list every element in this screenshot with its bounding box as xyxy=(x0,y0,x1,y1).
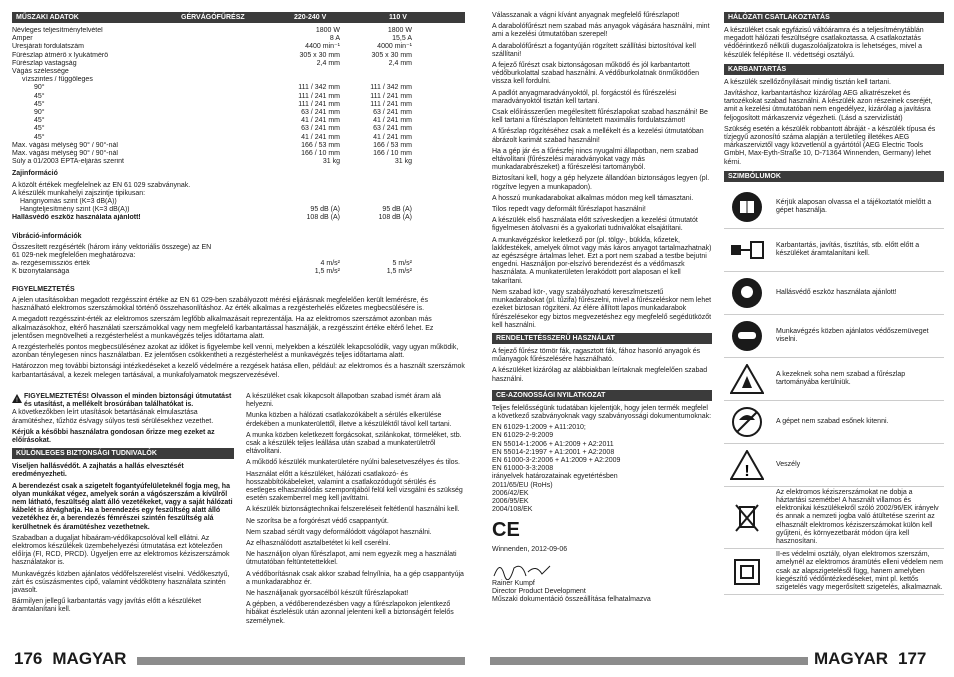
spec-label: Vágás szélessége xyxy=(12,68,69,76)
page-lang: MAGYAR xyxy=(52,648,127,668)
spec-label: 45° xyxy=(34,133,45,141)
spec-label: 90° xyxy=(34,109,45,117)
right-paras xyxy=(492,12,712,330)
spec-row xyxy=(12,52,412,60)
ce-standard: EN 61000-3-2:2006 + A1:2009 + A2:2009 xyxy=(492,456,621,464)
spec-value-220: 41 / 241 mm xyxy=(301,133,340,141)
spec-dots xyxy=(142,35,255,43)
spec-row xyxy=(12,109,412,117)
spec-value-110: 4000 min⁻¹ xyxy=(377,43,412,51)
symbol-text: A kezeknek soha nem szabad a fűrészlap tartományába kerülniük. xyxy=(776,370,906,386)
symbol-text: II-es védelmi osztály, olyan elektromos szerszám, amelynél az elektromos áramütés elleni védelem nem csak az alapszigetelésől függ, hanem amelyben kiegészítő védőintézkedéseket, mint pl. kettős szigetelés vagy megerősített szigetelés, alkalmaznak. xyxy=(776,551,943,592)
spec-dots xyxy=(142,142,255,150)
spec-dots xyxy=(142,76,412,84)
safety-para: A darabolófűrészt a fogantyúján rögzített szállítási biztosítóval kell szállítani! xyxy=(492,42,696,58)
safety-para: A készüléket csak kikapcsolt állapotban szabad ismét áram alá helyezni. xyxy=(246,393,441,409)
maint-para: A készülék szellőzőnyílásait mindig tisztán kell tartani. xyxy=(724,78,891,86)
symbol-row xyxy=(724,444,944,487)
spec-dots xyxy=(142,134,255,142)
symbol-text: Hallásvédő eszköz használata ajánlott! xyxy=(776,288,897,296)
use-para: A fejező fűrész tömör fák, ragasztott fák, fához hasonló anyagok és műanyagok fűrészelésére használható. xyxy=(492,347,701,364)
safety-para: A munka közben keletkezett forgácsokat, szilánkokat, törmeléket, stb. csak a készülék teljes leállása után szabad a munkaterületről eltávolítani. xyxy=(246,431,462,456)
safety-para: Viseljen hallásvédőt. A zajhatás a hallás elvesztését eredményezheti. xyxy=(12,463,184,479)
spec-label: Fűrészlap vastagság xyxy=(12,59,77,67)
spec-dots xyxy=(142,109,255,117)
spec-value-220: 31 kg xyxy=(322,158,340,166)
maint-para: Szükség esetén a készülék robbantott ábráját - a készülék típusa és tízjegyű azonosító száma alapján a területileg illetékes AEG márkaszerviztől vagy közvetlenül a gyártótól (AEG Electric Tools GmbH, Max-Eyth-Straße 10, D-71364 Winnenden, Germany) lehet kérni. xyxy=(724,125,936,166)
spec-value-110: 111 / 241 mm xyxy=(370,92,412,100)
spec-label: 45° xyxy=(34,100,45,108)
signature-icon xyxy=(492,558,712,580)
svg-text:!: ! xyxy=(744,462,750,480)
spec-value-110: 63 / 241 mm xyxy=(373,125,412,133)
ce-role: Director Product Development xyxy=(492,587,586,595)
symbol-row xyxy=(724,401,944,444)
safety-para: Ha a gép jár és a fűrészfej nincs nyugalmi állapotban, nem szabad eltávolítani (fűrészelési maradványokat vagy más munkadarabrészeket) a fűrészelési tartományból. xyxy=(492,147,699,172)
warning-triangle-icon xyxy=(12,394,24,409)
safety-para: Ne használjanak gyorsacélból készült fűrészlapokat! xyxy=(246,590,409,598)
spec-row xyxy=(12,84,412,92)
safety-para: A készülék biztonságtechnikai felszereléseit feltétlenül használni kell. xyxy=(246,506,460,514)
safety-para: Nem szabad kör-, vagy szabályozható kereszlmetszetű munkadarabokat (pl. tűzifa) fűrészelni, mivel a fűrészeléskor nem lehet ezeket biztosan rögzíteni. Az élére állított lapos munkadarabok fűrészelésekor egy biztos megvezetéshez egy megfelelő segédütközőt kell használni. xyxy=(492,288,712,329)
spec-label: vízszintes / függőleges xyxy=(22,76,93,84)
spec-value-110: 41 / 241 mm xyxy=(373,133,412,141)
symbol-text: Az elektromos kéziszerszámokat ne dobja a háztartási szemétbe! A használt villamos és elektronikai készülékekről szóló 2002/96/EK irányelv és annak a nemzeti jogba való átültetése szerint az elhasznált elektromos kéziszerszámokat külön kell gyűjteni, és környezetbarát módon újra kell hasznosítani. xyxy=(776,488,939,546)
tech-v1: 220-240 V xyxy=(294,14,327,21)
ce-standard: EN 61000-3-3:2008 xyxy=(492,465,554,473)
vib-block xyxy=(12,244,412,277)
safety-para: A gépben, a védőberendezésben vagy a fűrészlapokon jelentkező hibákat észlelésük után azonnal jelenteni kell a biztonságért felelős személynek. xyxy=(246,601,454,625)
symbol-row xyxy=(724,549,944,595)
page-number: 177 xyxy=(898,648,927,668)
symbol-row xyxy=(724,229,944,272)
left-footer xyxy=(14,649,126,669)
symbol-row xyxy=(724,272,944,315)
spec-row xyxy=(12,142,412,150)
spec-dots xyxy=(142,101,255,109)
page-number: 176 xyxy=(14,648,43,668)
ce-standard: EN 55014-2:1997 + A1:2001 + A2:2008 xyxy=(492,448,615,456)
spec-dots xyxy=(142,27,255,35)
warning-text: FIGYELMEZTETÉS! Olvasson el minden biztonsági útmutatást és utasítást, a mellékelt brosúrában találhatókat is. xyxy=(24,393,232,409)
safety-para: Válasszanak a vágni kívánt anyagnak megfelelő fűrészlapot! xyxy=(492,12,680,19)
symbol-text: Veszély xyxy=(776,460,801,468)
spec-value-110: 2,4 mm xyxy=(388,59,412,67)
tech-title: MŰSZAKI ADATOK xyxy=(16,14,79,21)
spec-value-220: 63 / 241 mm xyxy=(301,125,340,133)
safety-para: A padlót anyagmaradványoktól, pl. forgácstól és fűrészelési maradványoktól tisztán kell tartani. xyxy=(492,89,677,105)
ce-standard: 2011/65/EU (RoHs) xyxy=(492,481,553,489)
spec-value-220: 63 / 241 mm xyxy=(301,109,340,117)
spec-dots xyxy=(142,43,255,51)
ce-standard: 2006/95/EK xyxy=(492,497,529,505)
spec-row xyxy=(12,125,412,133)
spec-dots xyxy=(142,117,255,125)
spec-label: Fűrészlap átmérő x lyukátmérő xyxy=(12,51,109,59)
weee-bin-icon xyxy=(724,499,770,537)
spec-row xyxy=(12,35,412,43)
spec-value-220: 305 x 30 mm xyxy=(299,51,340,59)
spec-label: Max. vágási mélység 90° / 90°-nál xyxy=(12,141,118,149)
ce-standard: EN 61029-1:2009 + A11:2010; xyxy=(492,424,586,432)
maint-para: Javításhoz, karbantartáshoz kizárólag AEG alkatrészeket és tartozékokat szabad használni. A készülék azon részeinek cseréjét, amit a kezelési útmutatóban nem engedélyez, kizárólag a javításra feljogosított márkaszerviz végezheti. (Lásd a szervizlistát) xyxy=(724,90,933,122)
safety-para: A fűrészlap rögzítéséhez csak a mellékelt és a kezelési útmutatóban ábrázolt karimát szabad használni! xyxy=(492,128,704,144)
safety-para: Ne szorítsa be a forgórészt védő csappantyút. xyxy=(246,517,389,525)
safety-para: Szabadban a dugaljat hibaáram-védőkapcsolóval kell ellátni. Az elektromos készülékek üzembehelyezési útmutatása ezt kötelezően előírja (FI, RCD, PRCD). Ügyeljen erre az elektromos kéziszerszámok használatakor is. xyxy=(12,534,230,567)
safety-para: A fejező fűrészt csak biztonságosan működő és jól karbantartott védőburkolattal szabad használni. A védőburkolatnak önműködően vissza kell fordulni. xyxy=(492,62,700,86)
spec-value-110: 31 kg xyxy=(394,158,412,166)
safety-para: Az elhasználódott asztalbetétet ki kell cserélni. xyxy=(246,540,391,548)
ear-protection-icon xyxy=(724,274,770,312)
spec-row xyxy=(12,76,412,84)
left-col-2a xyxy=(12,393,234,618)
warn-title: FIGYELMEZTETÉS xyxy=(12,285,75,293)
symbol-row xyxy=(724,315,944,358)
spec-value-110: 111 / 241 mm xyxy=(370,100,412,108)
warn-para: A megadott rezgésszint-érték az elektromos szerszám legfőbb alkalmazásait reprezentálja. Ha az elektromos szerszámot azonban más alkalmazásokhoz, eltérő használati szerszámokkal vagy nem megfelelő karbantartással használják, a rezgésszint értéke eltérő lehet. Ez jelentősen megnövelheti a rezgésterhelést a munkavégzés teljes időtartama alatt. xyxy=(12,316,434,340)
spec-value-220: 8 A xyxy=(329,35,340,43)
ce-date: Winnenden, 2012-09-06 xyxy=(492,546,568,554)
warning-block xyxy=(12,393,234,409)
symbol-text: Munkavégzés közben ajánlatos védőszemüveget viselni. xyxy=(776,327,929,343)
ce-standard: EN 55014-1:2006 + A1:2009 + A2:2011 xyxy=(492,440,614,448)
safety-para: A berendezést csak a szigetelt fogantyúfelületeknél fogja meg, ha olyan munkákat végez, amelyek során a vágószerszám a kívülről nem látható, feszültség alatt álló vezetékeket, vagy a saját hálózati kábelét is átvághatja. Ha a berendezés egy feszültség alatt álló vezetékhez ér, a berendezés fémrészei szintén feszültség alá kerülhetnek és áramütéshez vezethetnek. xyxy=(12,482,233,531)
left-col-1 xyxy=(12,12,465,383)
ce-mark-icon: CE xyxy=(492,519,520,542)
safety-para: Biztosítani kell, hogy a gép helyzete állandóan biztonságos legyen (pl. rögzítve legyen a munkapadon). xyxy=(492,175,710,191)
symbol-text: A gépet nem szabad esőnek kitenni. xyxy=(776,417,889,425)
danger-icon xyxy=(724,446,770,484)
spec-row xyxy=(12,134,412,142)
tech-tool: GÉRVÁGÓFŰRÉSZ xyxy=(181,14,245,21)
use-para: A készüléket kizárólag az alábbiakban leírtaknak megfelelően szabad használni. xyxy=(492,367,708,383)
spec-value-110: 1800 W xyxy=(387,27,412,34)
safety-para: Bármilyen jellegű karbantartás vagy javítás előtt a készüléket áramtalanítani kell. xyxy=(12,598,202,614)
tech-header xyxy=(12,12,465,23)
mid-paras xyxy=(246,393,464,626)
use-header: RENDELTETÉSSZERŰ HASZNÁLAT xyxy=(492,333,712,344)
spec-dots xyxy=(142,125,255,133)
symbol-row xyxy=(724,358,944,401)
noise-row: Hangnyomás szint (K=3 dB(A)) xyxy=(20,198,117,206)
spec-value-110: 305 x 30 mm xyxy=(371,51,412,59)
ce-list xyxy=(492,424,712,514)
spec-label: Üresjárati fordulatszám xyxy=(12,43,84,51)
safety-para: Munka közben a hálózati csatlakozókábelt a sérülés elkerülése érdekében a munkaterülettől, illetve a készüléktől távol kell tartani. xyxy=(246,412,452,428)
spec-value-110: 111 / 342 mm xyxy=(370,84,412,92)
spec-row xyxy=(12,150,412,158)
ce-standard: 2004/108/EK xyxy=(492,506,533,514)
read-manual-icon xyxy=(724,188,770,226)
symbol-list xyxy=(724,186,944,595)
safety-para: Csak előírásszerűen megélesített fűrészlapokat szabad használni! Be kell tartani a fűrészlapon feltüntetett maximális fordulatszámot! xyxy=(492,109,708,125)
ce-intro: Teljes felelősségünk tudatában kijelentjük, hogy jelen termék megfelel a következő szabványoknak vagy szabványossági dokumentumoknak: xyxy=(492,404,712,420)
noise-line: A készülék munkahelyi zajszintje tipikusan: xyxy=(12,189,146,197)
safety-para: A darabolófűrészt nem szabad más anyagok vágására használni, mint ami a kezelési útmutatóban szerepel! xyxy=(492,23,710,39)
spec-value-220: 41 / 241 mm xyxy=(301,117,340,125)
safety-para: A védőborításnak csak akkor szabad felnyílnia, ha a gép csappantyúja a munkadarabhoz ér. xyxy=(246,570,464,586)
ce-auth: Műszaki dokumentáció összeállítása felhatalmazva xyxy=(492,595,651,603)
warn-para: A jelen utasításokban megadott rezgésszint értéke az EN 61 029-ben szabályozott mérési eljárásnak megfelelően került lemérésre, és használható elektromos szerszámokkal történő összehasonlításhoz. Az érték alkalmas a rezgésterhelés előzetes megbecsülésére is. xyxy=(12,296,428,313)
spec-row xyxy=(12,68,412,76)
page-lang: MAGYAR xyxy=(814,648,888,668)
vib-line: Összesített rezgésérték (három irány vektoriális összege) az EN 61 029-nek megfelelően meghatározva: xyxy=(12,243,212,260)
noise-title: Zajinformáció xyxy=(12,170,58,178)
spec-value-220: 4400 min⁻¹ xyxy=(305,43,340,51)
right-col-1 xyxy=(492,12,712,604)
safety-para: Munkavégzés közben ajánlatos védőfelszerelést viselni. Védőkesztyű, zárt és csúszásmentes cipő, valamint védőköteny használata szintén javasolt. xyxy=(12,570,230,595)
spec-value-110: 166 / 10 mm xyxy=(373,150,412,158)
warn-para: A rezgésterhelés pontos megbecsülésénez azokat az időket is figyelembe kell venni, melyekben a készülék lekapcsolódik, vagy ugyan működik, azonban ténylegesen nincs használatban. Ez jelentősen csökkentheti a rezgésterhelést a munkavégzés teljes időtartama alatt. xyxy=(12,343,459,360)
safety-para: Ne használjon olyan fűrészlapot, ami nem egyezik meg a használati útmutatóban feltüntetettekkel. xyxy=(246,551,457,567)
spec-value-220: 166 / 53 mm xyxy=(301,141,340,149)
spec-label: 45° xyxy=(34,125,45,133)
hands-warning-icon xyxy=(724,360,770,398)
spec-row xyxy=(12,27,412,35)
spec-row xyxy=(12,158,412,166)
spec-label: Súly a 01/2003 EPTA-eljárás szerint xyxy=(12,158,124,166)
noise-row: Hallásvédő eszköz használata ajánlott! 108 dB (A) 108 dB (A) xyxy=(12,214,412,222)
symbol-row xyxy=(724,186,944,229)
symbol-text: Kérjük alaposan olvassa el a tájékoztatót mielőtt a gépet használja. xyxy=(776,198,932,214)
spec-value-220: 111 / 241 mm xyxy=(298,92,340,100)
unplug-icon xyxy=(724,231,770,269)
spec-value-220: 2,4 mm xyxy=(316,59,340,67)
spec-dots xyxy=(142,150,255,158)
spec-value-110: 63 / 241 mm xyxy=(373,109,412,117)
tech-v2: 110 V xyxy=(389,14,407,21)
class-ii-icon xyxy=(724,553,770,591)
spec-value-110: 15,5 A xyxy=(392,35,412,43)
maint-header: KARBANTARTÁS xyxy=(724,64,944,75)
spec-dots xyxy=(142,158,255,166)
spec-table xyxy=(12,27,412,166)
ce-name: Rainer Kumpf xyxy=(492,579,535,587)
noise-lines xyxy=(12,182,412,223)
left-col-2b xyxy=(246,393,464,629)
spec-row xyxy=(12,93,412,101)
spec-value-220: 1800 W xyxy=(315,27,340,34)
safety-header: KÜLÖNLEGES BIZTONSÁGI TUDNIVALÓK xyxy=(12,448,234,459)
warning-text3: Kérjük a későbbi használatra gondosan őrizze meg ezeket az előírásokat. xyxy=(12,428,215,445)
ce-header: CE-AZONOSSÁGI NYILATKOZAT xyxy=(492,390,712,401)
spec-dots xyxy=(142,52,255,60)
no-rain-icon xyxy=(724,403,770,441)
spec-label: 45° xyxy=(34,92,45,100)
spec-label: 90° xyxy=(34,84,45,92)
ce-standard: 2006/42/EK xyxy=(492,489,529,497)
right-col-2 xyxy=(724,12,944,595)
spec-row xyxy=(12,43,412,51)
warn-paras xyxy=(12,297,465,380)
goggles-icon xyxy=(724,317,770,355)
noise-row: Hangteljesítmény szint (K=3 dB(A)) 95 dB (A) 95 dB (A) xyxy=(20,206,412,214)
svg-text:!: ! xyxy=(16,398,18,403)
spec-label: Max. vágási mélység 90° / 90°-nál xyxy=(12,150,118,158)
spec-value-110: 166 / 53 mm xyxy=(373,141,412,149)
vib-row: aₕ rezgésemissziós érték 4 m/s² 5 m/s² xyxy=(12,260,412,268)
network-text: A készüléket csak egyfázisú váltóáramra és a teljesítménytáblán megadott hálózati feszültségre csatlakoztassa. A csatlakoztatás védőérintkező nélküli dugaszolóaljzatokra is lehetséges, mivel a készülék felépítése II. védettségi osztályú. xyxy=(724,27,924,59)
right-footer xyxy=(814,649,926,669)
spec-value-220: 111 / 342 mm xyxy=(298,84,340,92)
symbol-row xyxy=(724,487,944,549)
spec-row xyxy=(12,101,412,109)
spec-dots xyxy=(142,68,412,76)
spec-row xyxy=(12,60,412,68)
safety-para: Használat előtt a készüléket, hálózati csatlakozó- és hosszabbítókábeleket, valamint a csatlakozódugót sérülés és esetleges elhasználódás szempontjából felül kell vizsgálni és szükség esetén szakemberrel meg kell javíttatni. xyxy=(246,470,463,503)
spec-value-110: 41 / 241 mm xyxy=(373,117,412,125)
spec-label: Amper xyxy=(12,35,33,43)
warn-para: Határozzon meg további biztonsági intézkedéseket a kezelő védelmére a rezgések hatása ellen, például: az elektromos és a használt szerszámok karbantartásával, a kezek melegen tartásával, a munkafolyamatok megszervezésével. xyxy=(12,363,465,379)
ce-standard: EN 61029-2-9:2009 xyxy=(492,432,554,440)
safety-para: A készülék első használata előtt szíveskedjen a kezelési útmutatót figyelmesen átolvasni és a gyakorlati tudnivalókat elsajátítani. xyxy=(492,217,698,233)
safety-para: A munkavégzéskor keletkező por (pl. tölgy-, bükkfa, kőzetek, lakkfestékek, amelyek ólmot vagy más káros anyagot tartalmazhatnak) az egészségre ártalmas lehet. Ezt a port nem szabad a testbe bejutni engedni. Használjon por-elszívó berendezést és a védőmaszk használata. A munkaterületen lerakódott port alaposan el kell takarítani. xyxy=(492,236,712,285)
safety-para: Nem szabad sérült vagy deformálódott vágólapot használni. xyxy=(246,528,432,536)
spec-dots xyxy=(142,93,255,101)
safety-para: A hosszú munkadarabokat alkalmas módon meg kell támasztani. xyxy=(492,194,694,202)
symbol-text: Karbantartás, javítás, tisztítás, stb. előtt előtt a készüléket áramtalanítani kell. xyxy=(776,241,920,257)
right-footer-bar xyxy=(490,657,808,665)
vib-title: Vibráció-információk xyxy=(12,232,82,240)
spec-label: 45° xyxy=(34,117,45,125)
ce-standard: irányelvek határozatainak egyetértésben xyxy=(492,473,618,481)
left-footer-bar xyxy=(137,657,465,665)
spec-value-220: 166 / 10 mm xyxy=(301,150,340,158)
vib-row: K bizonytalansága 1,5 m/s² 1,5 m/s² xyxy=(12,268,412,276)
spec-value-220: 111 / 241 mm xyxy=(298,100,340,108)
noise-line: A közölt értékek megfelelnek az EN 61 029 szabványnak. xyxy=(12,181,191,189)
warning-text2: A következőkben leírt utasítások betartásának elmulasztása áramütéshez, tűzhöz és/vagy súlyos testi sérülésekhez vezethet. xyxy=(12,409,214,425)
spec-dots xyxy=(142,84,255,92)
safety-para: Tilos repedt vagy deformált fűrészlapot használni! xyxy=(492,206,646,214)
spec-row xyxy=(12,117,412,125)
network-header: HÁLÓZATI CSATLAKOZTATÁS xyxy=(724,12,944,23)
spec-dots xyxy=(142,60,255,68)
spec-label: Névleges teljesítményfelvétel xyxy=(12,27,103,34)
safety-para: A működő készülék munkaterületére nyúlni balesetveszélyes és tilos. xyxy=(246,459,460,467)
symbols-header: SZIMBÓLUMOK xyxy=(724,171,944,182)
